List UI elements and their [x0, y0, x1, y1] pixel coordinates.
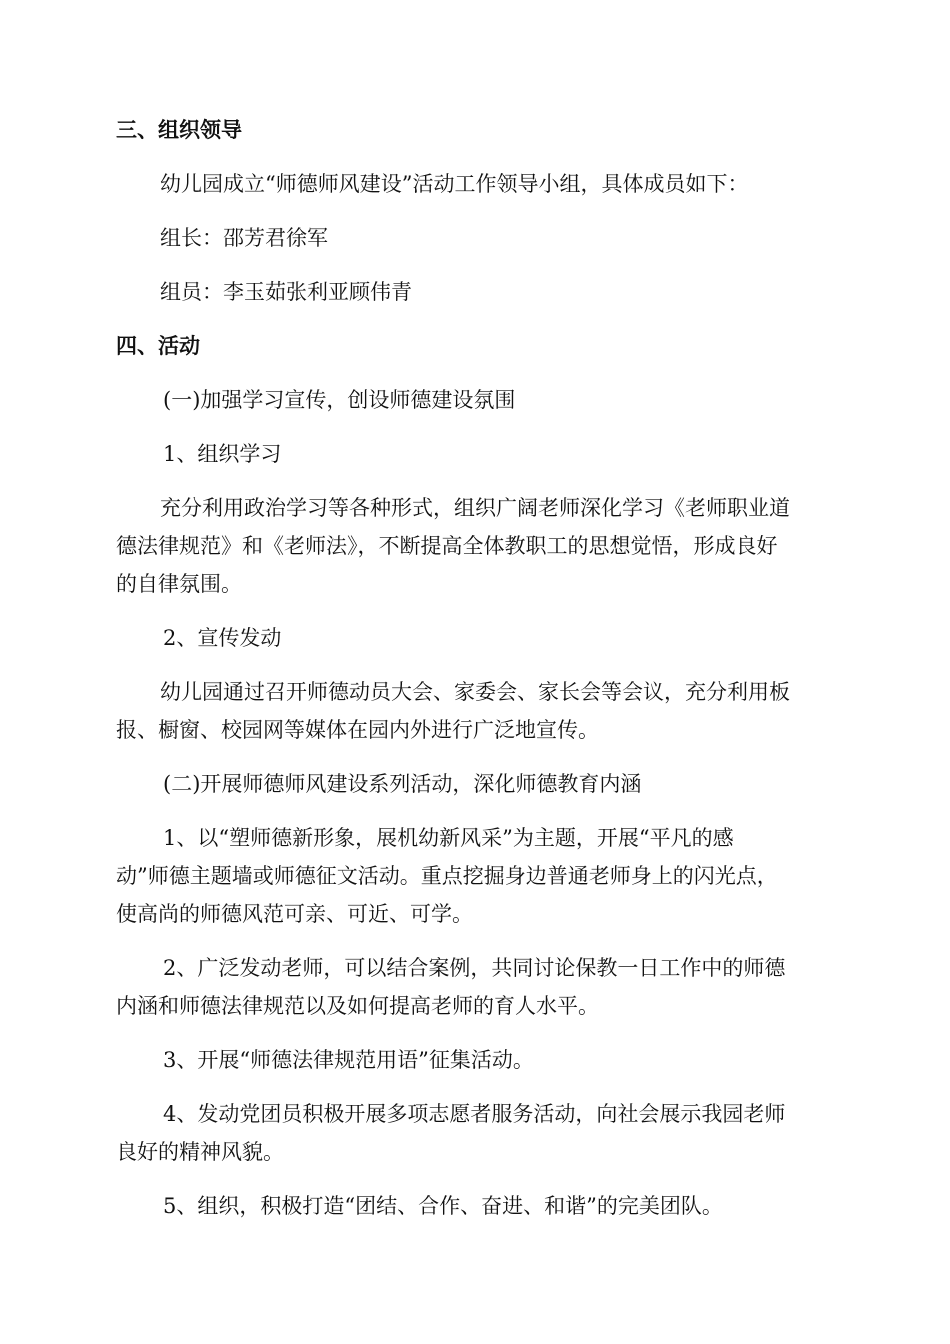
paragraph-line: 1、以“塑师德新形象，展机幼新风采”为主题，开展“平凡的感 [163, 826, 734, 850]
section-heading: 三、组织领导 [116, 118, 242, 142]
paragraph-line: 德法律规范》和《老师法》，不断提高全体教职工的思想觉悟，形成良好 [116, 534, 778, 558]
paragraph-line: 充分利用政治学习等各种形式，组织广阔老师深化学习《老师职业道 [160, 496, 790, 520]
paragraph-line: 3、开展“师德法律规范用语”征集活动。 [163, 1048, 534, 1072]
section-heading: 四、活动 [116, 334, 200, 358]
item-title: 2、宣传发动 [163, 626, 282, 650]
paragraph-line: 4、发动党团员积极开展多项志愿者服务活动，向社会展示我园老师 [163, 1102, 786, 1126]
paragraph-line: 2、广泛发动老师，可以结合案例，共同讨论保教一日工作中的师德 [163, 956, 786, 980]
paragraph-line: 组长：邵芳君徐军 [160, 226, 328, 250]
paragraph-line: 幼儿园成立“师德师风建设”活动工作领导小组，具体成员如下： [160, 172, 749, 196]
paragraph-line: 报、橱窗、校园网等媒体在园内外进行广泛地宣传。 [116, 718, 599, 742]
paragraph-line: 组员：李玉茹张利亚顾伟青 [160, 280, 412, 304]
paragraph-line: 良好的精神风貌。 [116, 1140, 284, 1164]
paragraph-line: 使高尚的师德风范可亲、可近、可学。 [116, 902, 473, 926]
paragraph-line: 内涵和师德法律规范以及如何提高老师的育人水平。 [116, 994, 599, 1018]
paragraph-line: 动”师德主题墙或师德征文活动。重点挖掘身边普通老师身上的闪光点， [116, 864, 778, 888]
subsection-title: (二)开展师德师风建设系列活动，深化师德教育内涵 [163, 772, 642, 796]
item-title: 1、组织学习 [163, 442, 282, 466]
paragraph-line: 幼儿园通过召开师德动员大会、家委会、家长会等会议，充分利用板 [160, 680, 790, 704]
paragraph-line: 5、组织，积极打造“团结、合作、奋进、和谐”的完美团队。 [163, 1194, 723, 1218]
paragraph-line: 的自律氛围。 [116, 572, 242, 596]
subsection-title: (一)加强学习宣传，创设师德建设氛围 [163, 388, 516, 412]
